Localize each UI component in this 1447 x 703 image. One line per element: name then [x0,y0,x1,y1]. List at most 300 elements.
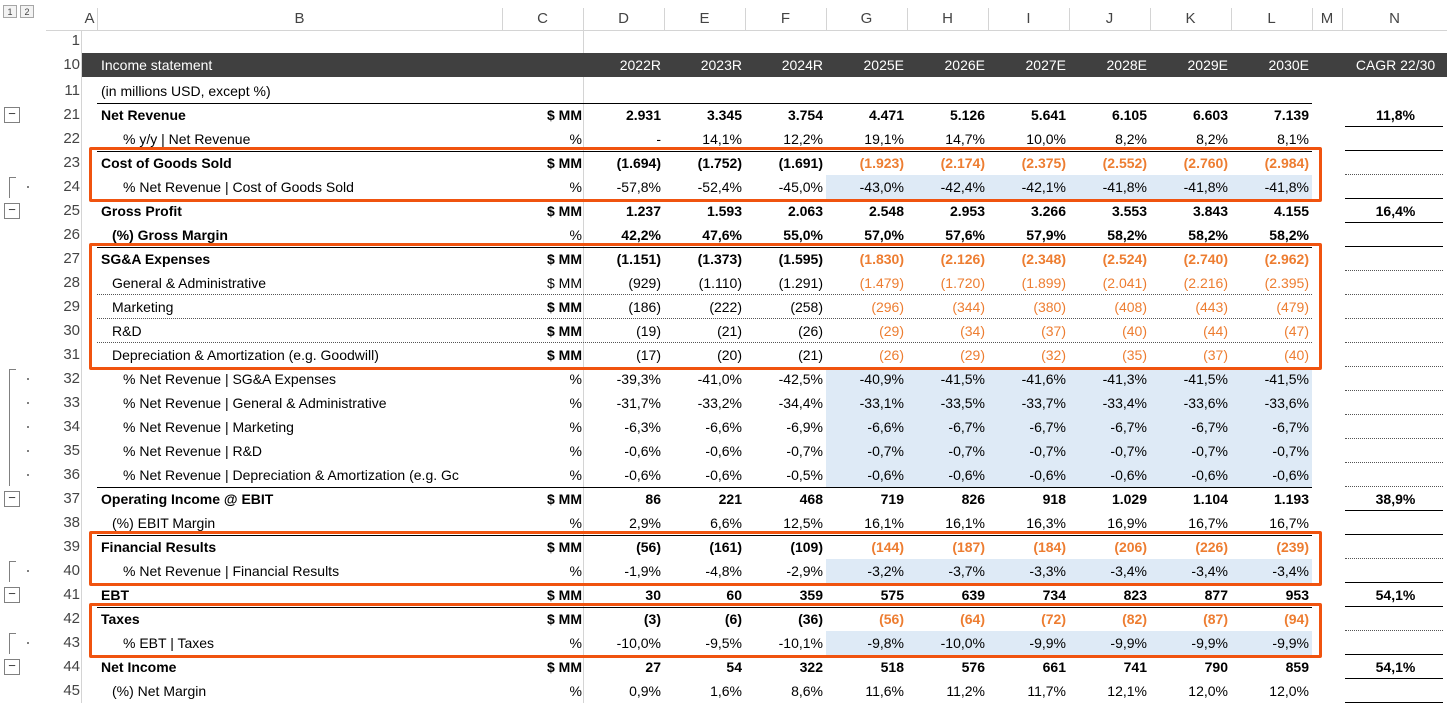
value-cell[interactable]: -4,8% [705,563,742,579]
value-cell[interactable]: (239) [1276,539,1309,555]
value-cell[interactable]: (1.291) [778,275,823,291]
row-label[interactable]: Financial Results [101,539,217,555]
value-cell[interactable]: -0,7% [1272,443,1309,459]
value-cell[interactable]: -33,1% [859,395,904,411]
value-cell[interactable]: -41,8% [1102,179,1147,195]
value-cell[interactable]: -43,0% [859,179,904,195]
value-cell[interactable]: -33,7% [1021,395,1066,411]
row-unit[interactable]: $ MM [547,155,582,171]
value-cell[interactable]: (2.174) [940,155,985,171]
value-cell[interactable]: (19) [636,323,661,339]
value-cell[interactable]: (2.984) [1264,155,1309,171]
value-cell[interactable]: -3,2% [867,563,904,579]
value-cell[interactable]: 16,1% [945,515,985,531]
value-cell[interactable]: 790 [1204,659,1228,675]
column-header-n[interactable]: N [1389,10,1400,27]
value-cell[interactable]: 6.105 [1111,107,1147,123]
value-cell[interactable]: (2.348) [1021,251,1066,267]
value-cell[interactable]: -42,5% [778,371,823,387]
row-label[interactable]: R&D [112,323,142,339]
value-cell[interactable]: (44) [1203,323,1228,339]
value-cell[interactable]: (1.694) [616,155,661,171]
value-cell[interactable]: -3,7% [948,563,985,579]
row-unit[interactable]: $ MM [547,491,582,507]
value-cell[interactable]: (206) [1114,539,1147,555]
value-cell[interactable]: 575 [880,587,904,603]
value-cell[interactable]: (21) [798,347,823,363]
row-number[interactable]: 30 [63,322,80,339]
row-unit[interactable]: $ MM [547,587,582,603]
row-number[interactable]: 24 [63,178,80,195]
value-cell[interactable]: 57,9% [1026,227,1066,243]
row-unit[interactable]: $ MM [547,299,582,315]
row-number[interactable]: 34 [63,418,80,435]
value-cell[interactable]: (1.899) [1021,275,1066,291]
value-cell[interactable]: -6,6% [867,419,904,435]
value-cell[interactable]: (82) [1122,611,1147,627]
value-cell[interactable]: -34,4% [778,395,823,411]
value-cell[interactable]: -41,0% [697,371,742,387]
value-cell[interactable]: -0,6% [705,443,742,459]
value-cell[interactable]: 3.754 [787,107,823,123]
value-cell[interactable]: (94) [1284,611,1309,627]
value-cell[interactable]: 10,0% [1026,131,1066,147]
header-title[interactable]: Income statement [101,57,213,73]
value-cell[interactable]: -41,5% [1264,371,1309,387]
value-cell[interactable]: 60 [726,587,742,603]
column-header-g[interactable]: G [860,10,873,27]
value-cell[interactable]: (1.151) [616,251,661,267]
header-cagr[interactable]: CAGR 22/30 [1355,57,1436,73]
units-note[interactable]: (in millions USD, except %) [101,83,271,99]
value-cell[interactable]: (161) [709,539,742,555]
row-number[interactable]: 27 [63,250,80,267]
value-cell[interactable]: 3.553 [1111,203,1147,219]
value-cell[interactable]: 1.193 [1273,491,1309,507]
value-cell[interactable]: (34) [960,323,985,339]
value-cell[interactable]: (2.524) [1102,251,1147,267]
value-cell[interactable]: (184) [1033,539,1066,555]
value-cell[interactable]: -52,4% [697,179,742,195]
row-number[interactable]: 33 [63,394,80,411]
row-number[interactable]: 35 [63,442,80,459]
group-bracket[interactable] [9,369,16,486]
value-cell[interactable]: (479) [1276,299,1309,315]
row-label[interactable]: Operating Income @ EBIT [101,491,274,507]
value-cell[interactable]: (37) [1041,323,1066,339]
value-cell[interactable]: 359 [799,587,823,603]
row-unit[interactable]: $ MM [547,347,582,363]
row-unit[interactable]: % [569,227,582,243]
value-cell[interactable]: 1.029 [1111,491,1147,507]
row-label[interactable]: % y/y | Net Revenue [123,131,251,147]
value-cell[interactable]: -10,1% [778,635,823,651]
value-cell[interactable]: (32) [1041,347,1066,363]
value-cell[interactable]: 8,2% [1115,131,1147,147]
value-cell[interactable]: 11,7% [1027,683,1066,699]
value-cell[interactable]: 518 [880,659,904,675]
value-cell[interactable]: (56) [636,539,661,555]
row-number[interactable]: 23 [63,154,80,171]
row-number[interactable]: 31 [63,346,80,363]
row-number[interactable]: 29 [63,298,80,315]
value-cell[interactable]: 16,7% [1188,515,1228,531]
collapse-group-button[interactable]: − [4,491,20,507]
value-cell[interactable]: -3,4% [1110,563,1147,579]
value-cell[interactable]: (40) [1122,323,1147,339]
value-cell[interactable]: (29) [879,323,904,339]
row-label[interactable]: SG&A Expenses [101,251,211,267]
row-unit[interactable]: % [569,179,582,195]
value-cell[interactable]: (380) [1033,299,1066,315]
row-unit[interactable]: % [569,419,582,435]
row-label[interactable]: % EBT | Taxes [123,635,215,651]
row-label[interactable]: % Net Revenue | Financial Results [123,563,340,579]
value-cell[interactable]: 58,2% [1188,227,1228,243]
value-cell[interactable]: (3) [643,611,661,627]
value-cell[interactable]: -33,6% [1183,395,1228,411]
value-cell[interactable]: 7.139 [1273,107,1309,123]
value-cell[interactable]: 12,5% [783,515,823,531]
value-cell[interactable]: -6,6% [705,419,742,435]
value-cell[interactable]: -6,7% [1029,419,1066,435]
value-cell[interactable]: (109) [790,539,823,555]
value-cell[interactable]: -42,4% [940,179,985,195]
header-year[interactable]: 2029E [1187,57,1228,73]
value-cell[interactable]: 57,6% [945,227,985,243]
value-cell[interactable]: (344) [952,299,985,315]
header-year[interactable]: 2022R [619,57,661,73]
value-cell[interactable]: (2.552) [1102,155,1147,171]
value-cell[interactable]: (21) [717,323,742,339]
value-cell[interactable]: -41,6% [1021,371,1066,387]
row-number[interactable]: 21 [63,106,80,123]
value-cell[interactable]: -41,8% [1183,179,1228,195]
row-number[interactable]: 40 [63,562,80,579]
row-number[interactable]: 43 [63,634,80,651]
cagr-cell[interactable]: 16,4% [1375,203,1416,219]
header-year[interactable]: 2026E [944,57,985,73]
value-cell[interactable]: -0,6% [1110,467,1147,483]
value-cell[interactable]: -0,6% [1029,467,1066,483]
row-unit[interactable]: $ MM [547,275,582,291]
row-label[interactable]: Net Revenue [101,107,186,123]
value-cell[interactable]: -57,8% [616,179,661,195]
column-header-e[interactable]: E [699,10,710,27]
value-cell[interactable]: 1.104 [1192,491,1228,507]
value-cell[interactable]: (26) [798,323,823,339]
value-cell[interactable]: 16,3% [1026,515,1066,531]
group-bracket[interactable] [9,633,16,654]
row-unit[interactable]: $ MM [547,659,582,675]
column-header-i[interactable]: I [1026,10,1031,27]
row-label[interactable]: (%) Gross Margin [112,227,228,243]
value-cell[interactable]: (2.760) [1183,155,1228,171]
row-label[interactable]: % Net Revenue | R&D [123,443,263,459]
value-cell[interactable]: 57,0% [864,227,904,243]
value-cell[interactable]: 4.155 [1273,203,1309,219]
row-number[interactable]: 10 [63,56,80,73]
value-cell[interactable]: (6) [724,611,742,627]
value-cell[interactable]: -6,7% [948,419,985,435]
column-header-j[interactable]: J [1105,10,1114,27]
row-number[interactable]: 41 [63,586,80,603]
collapse-group-button[interactable]: − [4,203,20,219]
row-number[interactable]: 45 [63,682,80,699]
value-cell[interactable]: 6,6% [710,515,742,531]
value-cell[interactable]: -45,0% [778,179,823,195]
value-cell[interactable]: 54 [726,659,742,675]
row-label[interactable]: Cost of Goods Sold [101,155,232,171]
row-unit[interactable]: $ MM [547,323,582,339]
value-cell[interactable]: 322 [799,659,823,675]
value-cell[interactable]: -41,3% [1102,371,1147,387]
value-cell[interactable]: 3.843 [1192,203,1228,219]
value-cell[interactable]: 11,6% [865,683,904,699]
value-cell[interactable]: (408) [1114,299,1147,315]
row-label[interactable]: % Net Revenue | General & Administrative [123,395,387,411]
value-cell[interactable]: -0,6% [1191,467,1228,483]
value-cell[interactable]: -40,9% [859,371,904,387]
value-cell[interactable]: -1,9% [624,563,661,579]
value-cell[interactable]: 719 [880,491,904,507]
value-cell[interactable]: (40) [1284,347,1309,363]
value-cell[interactable]: -41,8% [1264,179,1309,195]
row-unit[interactable]: % [569,371,582,387]
value-cell[interactable]: 12,0% [1188,683,1228,699]
header-year[interactable]: 2024R [781,57,823,73]
row-unit[interactable]: $ MM [547,539,582,555]
value-cell[interactable]: 14,7% [945,131,985,147]
value-cell[interactable]: (2.375) [1021,155,1066,171]
value-cell[interactable]: 11,2% [946,683,985,699]
value-cell[interactable]: (64) [960,611,985,627]
value-cell[interactable]: (29) [960,347,985,363]
row-label[interactable]: Taxes [101,611,140,627]
value-cell[interactable]: -0,7% [1029,443,1066,459]
value-cell[interactable]: 55,0% [783,227,823,243]
value-cell[interactable]: 58,2% [1269,227,1309,243]
row-number[interactable]: 38 [63,514,80,531]
value-cell[interactable]: (1.595) [778,251,823,267]
value-cell[interactable]: (186) [628,299,661,315]
value-cell[interactable]: -0,5% [786,467,823,483]
value-cell[interactable]: 661 [1042,659,1066,675]
row-number[interactable]: 25 [63,202,80,219]
value-cell[interactable]: -42,1% [1021,179,1066,195]
value-cell[interactable]: 5.641 [1030,107,1066,123]
value-cell[interactable]: (72) [1041,611,1066,627]
value-cell[interactable]: (37) [1203,347,1228,363]
row-unit[interactable]: $ MM [547,611,582,627]
value-cell[interactable]: (35) [1122,347,1147,363]
row-unit[interactable]: % [569,563,582,579]
value-cell[interactable]: (1.479) [859,275,904,291]
value-cell[interactable]: (2.041) [1102,275,1147,291]
value-cell[interactable]: 12,1% [1107,683,1147,699]
row-unit[interactable]: % [569,467,582,483]
value-cell[interactable]: -0,7% [867,443,904,459]
column-header-h[interactable]: H [942,10,953,27]
value-cell[interactable]: 47,6% [702,227,742,243]
row-unit[interactable]: $ MM [547,107,582,123]
row-number[interactable]: 37 [63,490,80,507]
value-cell[interactable]: -31,7% [616,395,661,411]
value-cell[interactable]: (443) [1195,299,1228,315]
value-cell[interactable]: (87) [1203,611,1228,627]
row-unit[interactable]: $ MM [547,203,582,219]
value-cell[interactable]: 86 [645,491,661,507]
value-cell[interactable]: (929) [628,275,661,291]
value-cell[interactable]: 734 [1042,587,1066,603]
value-cell[interactable]: -10,0% [940,635,985,651]
value-cell[interactable]: -33,5% [940,395,985,411]
row-number[interactable]: 42 [63,610,80,627]
header-year[interactable]: 2027E [1025,57,1066,73]
value-cell[interactable]: (226) [1195,539,1228,555]
row-number[interactable]: 36 [63,466,80,483]
value-cell[interactable]: (2.395) [1264,275,1309,291]
value-cell[interactable]: 221 [718,491,742,507]
cagr-cell[interactable]: 11,8% [1376,107,1415,123]
value-cell[interactable]: 918 [1042,491,1066,507]
value-cell[interactable]: 0,9% [629,683,661,699]
value-cell[interactable]: 468 [799,491,823,507]
row-number[interactable]: 44 [63,658,80,675]
value-cell[interactable]: (2.740) [1183,251,1228,267]
value-cell[interactable]: -9,5% [705,635,742,651]
value-cell[interactable]: 741 [1123,659,1147,675]
value-cell[interactable]: -0,6% [867,467,904,483]
row-unit[interactable]: % [569,395,582,411]
value-cell[interactable]: 823 [1123,587,1147,603]
value-cell[interactable]: 58,2% [1107,227,1147,243]
value-cell[interactable]: -39,3% [616,371,661,387]
row-label[interactable]: % Net Revenue | Cost of Goods Sold [123,179,354,195]
value-cell[interactable]: -2,9% [786,563,823,579]
column-header-k[interactable]: K [1185,10,1196,27]
header-year[interactable]: 2028E [1106,57,1147,73]
row-unit[interactable]: % [569,515,582,531]
row-unit[interactable]: % [569,635,582,651]
value-cell[interactable]: 2.953 [949,203,985,219]
outline-level-1-button[interactable]: 1 [3,5,17,18]
value-cell[interactable]: (47) [1284,323,1309,339]
cagr-cell[interactable]: 54,1% [1375,587,1416,603]
row-label[interactable]: Gross Profit [101,203,182,219]
value-cell[interactable]: 2.548 [868,203,904,219]
value-cell[interactable]: (1.923) [859,155,904,171]
row-label[interactable]: (%) EBIT Margin [112,515,216,531]
value-cell[interactable]: 877 [1204,587,1228,603]
value-cell[interactable]: (1.752) [697,155,742,171]
value-cell[interactable]: -33,6% [1264,395,1309,411]
value-cell[interactable]: 1,6% [710,683,742,699]
value-cell[interactable]: (56) [879,611,904,627]
value-cell[interactable]: -9,9% [1029,635,1066,651]
value-cell[interactable]: -33,2% [697,395,742,411]
value-cell[interactable]: (17) [636,347,661,363]
collapse-group-button[interactable]: − [4,587,20,603]
column-header-m[interactable]: M [1320,10,1334,27]
value-cell[interactable]: -41,5% [1183,371,1228,387]
value-cell[interactable]: -9,9% [1110,635,1147,651]
value-cell[interactable]: -6,9% [786,419,823,435]
value-cell[interactable]: 30 [645,587,661,603]
value-cell[interactable]: 2,9% [629,515,661,531]
row-number[interactable]: 22 [63,130,80,147]
value-cell[interactable]: 5.126 [949,107,985,123]
value-cell[interactable]: (1.830) [859,251,904,267]
value-cell[interactable]: -3,4% [1272,563,1309,579]
outline-level-2-button[interactable]: 2 [20,5,34,18]
value-cell[interactable]: (36) [798,611,823,627]
value-cell[interactable]: (1.110) [698,275,742,291]
value-cell[interactable]: 859 [1285,659,1309,675]
row-number[interactable]: 32 [63,370,80,387]
row-label[interactable]: Net Income [101,659,177,675]
value-cell[interactable]: 12,2% [783,131,823,147]
row-number[interactable]: 1 [71,32,80,49]
row-label[interactable]: % Net Revenue | Depreciation & Amortization (e.g. Gc [123,467,459,483]
row-label[interactable]: % Net Revenue | Marketing [123,419,294,435]
value-cell[interactable]: 42,2% [621,227,661,243]
value-cell[interactable]: 1.593 [706,203,742,219]
row-label[interactable]: Depreciation & Amortization (e.g. Goodwill) [112,347,379,363]
value-cell[interactable]: 3.266 [1030,203,1066,219]
cagr-cell[interactable]: 54,1% [1375,659,1416,675]
row-number[interactable]: 28 [63,274,80,291]
value-cell[interactable]: (2.216) [1183,275,1228,291]
value-cell[interactable]: 3.345 [706,107,742,123]
value-cell[interactable]: (2.962) [1264,251,1309,267]
value-cell[interactable]: -41,5% [940,371,985,387]
value-cell[interactable]: 8,1% [1277,131,1309,147]
value-cell[interactable]: 27 [645,659,661,675]
value-cell[interactable]: -0,7% [1191,443,1228,459]
row-label[interactable]: EBT [101,587,129,603]
row-label[interactable]: (%) Net Margin [112,683,207,699]
row-label[interactable]: % Net Revenue | SG&A Expenses [123,371,336,387]
value-cell[interactable]: 1.237 [625,203,661,219]
value-cell[interactable]: -3,3% [1029,563,1066,579]
value-cell[interactable]: -6,7% [1110,419,1147,435]
value-cell[interactable]: (1.691) [778,155,823,171]
column-header-f[interactable]: F [780,10,791,27]
column-header-c[interactable]: C [537,10,548,27]
header-year[interactable]: 2030E [1268,57,1309,73]
value-cell[interactable]: (222) [709,299,742,315]
column-header-d[interactable]: D [618,10,629,27]
column-header-b[interactable]: B [294,10,305,27]
row-unit[interactable]: % [569,131,582,147]
row-number[interactable]: 11 [64,82,80,99]
value-cell[interactable]: -0,7% [1110,443,1147,459]
value-cell[interactable]: -9,8% [867,635,904,651]
value-cell[interactable]: -33,4% [1102,395,1147,411]
value-cell[interactable]: -9,9% [1272,635,1309,651]
header-year[interactable]: 2025E [863,57,904,73]
value-cell[interactable]: 4.471 [868,107,904,123]
value-cell[interactable]: (144) [871,539,904,555]
value-cell[interactable]: -0,6% [948,467,985,483]
row-number[interactable]: 39 [63,538,80,555]
value-cell[interactable]: -10,0% [616,635,661,651]
value-cell[interactable]: 8,2% [1196,131,1228,147]
value-cell[interactable]: (187) [952,539,985,555]
value-cell[interactable]: (20) [717,347,742,363]
row-number[interactable]: 26 [63,226,80,243]
